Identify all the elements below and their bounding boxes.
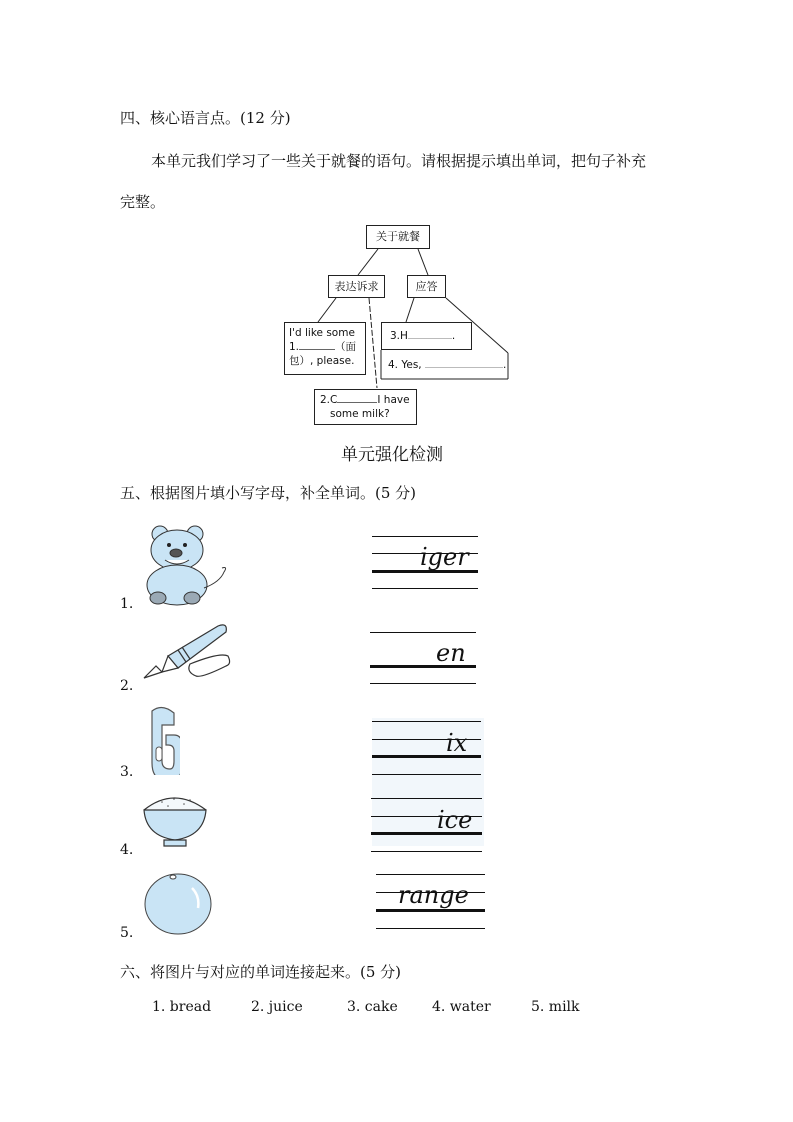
unit-title: 单元强化检测 bbox=[341, 445, 443, 465]
guide-line-top bbox=[371, 798, 482, 799]
section6-heading: 六、将图片与对应的单词连接起来。(5 分) bbox=[120, 963, 402, 981]
box4-suffix: . bbox=[503, 359, 507, 371]
item-number: 1. bbox=[120, 596, 134, 612]
box2-line2: some milk? bbox=[330, 408, 390, 420]
item-number: 5. bbox=[120, 925, 134, 941]
guide-line-top bbox=[372, 536, 478, 537]
answer-slot-5[interactable] bbox=[378, 892, 396, 909]
section4-instruction-cont: 完整。 bbox=[120, 193, 166, 211]
rice-bowl-picture bbox=[140, 790, 210, 852]
guide-line-top bbox=[370, 632, 476, 633]
box2-number: 2.C bbox=[320, 394, 338, 406]
guide-line-top bbox=[376, 874, 485, 875]
blank-1[interactable] bbox=[299, 349, 335, 350]
diagram-branch-response bbox=[407, 275, 446, 298]
box1-number: 1. bbox=[289, 341, 300, 353]
diagram-box-4 bbox=[388, 359, 506, 371]
partial-word: ix bbox=[446, 729, 468, 757]
box1-hint: （面 bbox=[335, 341, 357, 353]
section5-heading: 五、根据图片填小写字母，补全单词。(5 分) bbox=[120, 484, 417, 502]
answer-slot-3[interactable] bbox=[378, 739, 442, 755]
box1-line2 bbox=[289, 340, 365, 354]
box4-prefix: 4. Yes, bbox=[388, 359, 422, 371]
match-word-bread[interactable]: 1. bread bbox=[152, 999, 212, 1015]
branch-request-label: 表达诉求 bbox=[334, 280, 379, 293]
branch-response-label: 应答 bbox=[415, 280, 438, 293]
pen-picture bbox=[138, 620, 234, 680]
guide-line-top bbox=[372, 721, 481, 722]
partial-word: range bbox=[398, 881, 469, 909]
match-word-juice[interactable]: 2. juice bbox=[251, 999, 303, 1015]
box2-line1 bbox=[320, 393, 416, 407]
guide-line-bottom bbox=[372, 588, 478, 589]
match-word-cake[interactable]: 3. cake bbox=[347, 999, 398, 1015]
match-word-water[interactable]: 4. water bbox=[432, 999, 491, 1015]
partial-word: ice bbox=[437, 806, 473, 834]
six-picture bbox=[144, 703, 180, 775]
item-number: 2. bbox=[120, 678, 134, 694]
diagram-box-2 bbox=[314, 389, 417, 425]
box1-line3: 包）, please. bbox=[289, 355, 355, 367]
box3-suffix: . bbox=[451, 330, 456, 342]
section4-instruction: 本单元我们学习了一些关于就餐的语句。请根据提示填出单词，把句子补充 bbox=[151, 152, 647, 170]
tiger-picture bbox=[140, 520, 230, 608]
guide-line-base bbox=[376, 909, 485, 912]
guide-line-bottom bbox=[372, 774, 481, 775]
answer-slot-2[interactable] bbox=[376, 648, 432, 666]
blank-2[interactable] bbox=[337, 402, 377, 403]
partial-word: iger bbox=[420, 543, 469, 571]
diagram-root-box bbox=[366, 225, 430, 249]
partial-word: en bbox=[436, 639, 466, 667]
item-number: 4. bbox=[120, 842, 134, 858]
box1-line1: I'd like some bbox=[289, 327, 355, 339]
guide-line-bottom bbox=[376, 928, 485, 929]
item-number: 3. bbox=[120, 764, 134, 780]
blank-3[interactable] bbox=[408, 338, 452, 339]
diagram-box-1 bbox=[284, 322, 366, 375]
answer-slot-4[interactable] bbox=[376, 816, 434, 832]
diagram-root-label: 关于就餐 bbox=[376, 230, 420, 243]
guide-line-bottom bbox=[370, 683, 476, 684]
diagram-branch-request bbox=[328, 275, 385, 298]
blank-4[interactable] bbox=[425, 367, 503, 368]
orange-picture bbox=[142, 870, 216, 938]
box2-suffix: I have bbox=[377, 394, 410, 406]
guide-line-bottom bbox=[371, 851, 482, 852]
box3-number: 3.H bbox=[390, 330, 408, 342]
diagram-box-3 bbox=[381, 322, 472, 350]
match-word-milk[interactable]: 5. milk bbox=[531, 999, 580, 1015]
section4-heading: 四、核心语言点。(12 分) bbox=[120, 109, 291, 127]
answer-slot-1[interactable] bbox=[376, 553, 418, 571]
